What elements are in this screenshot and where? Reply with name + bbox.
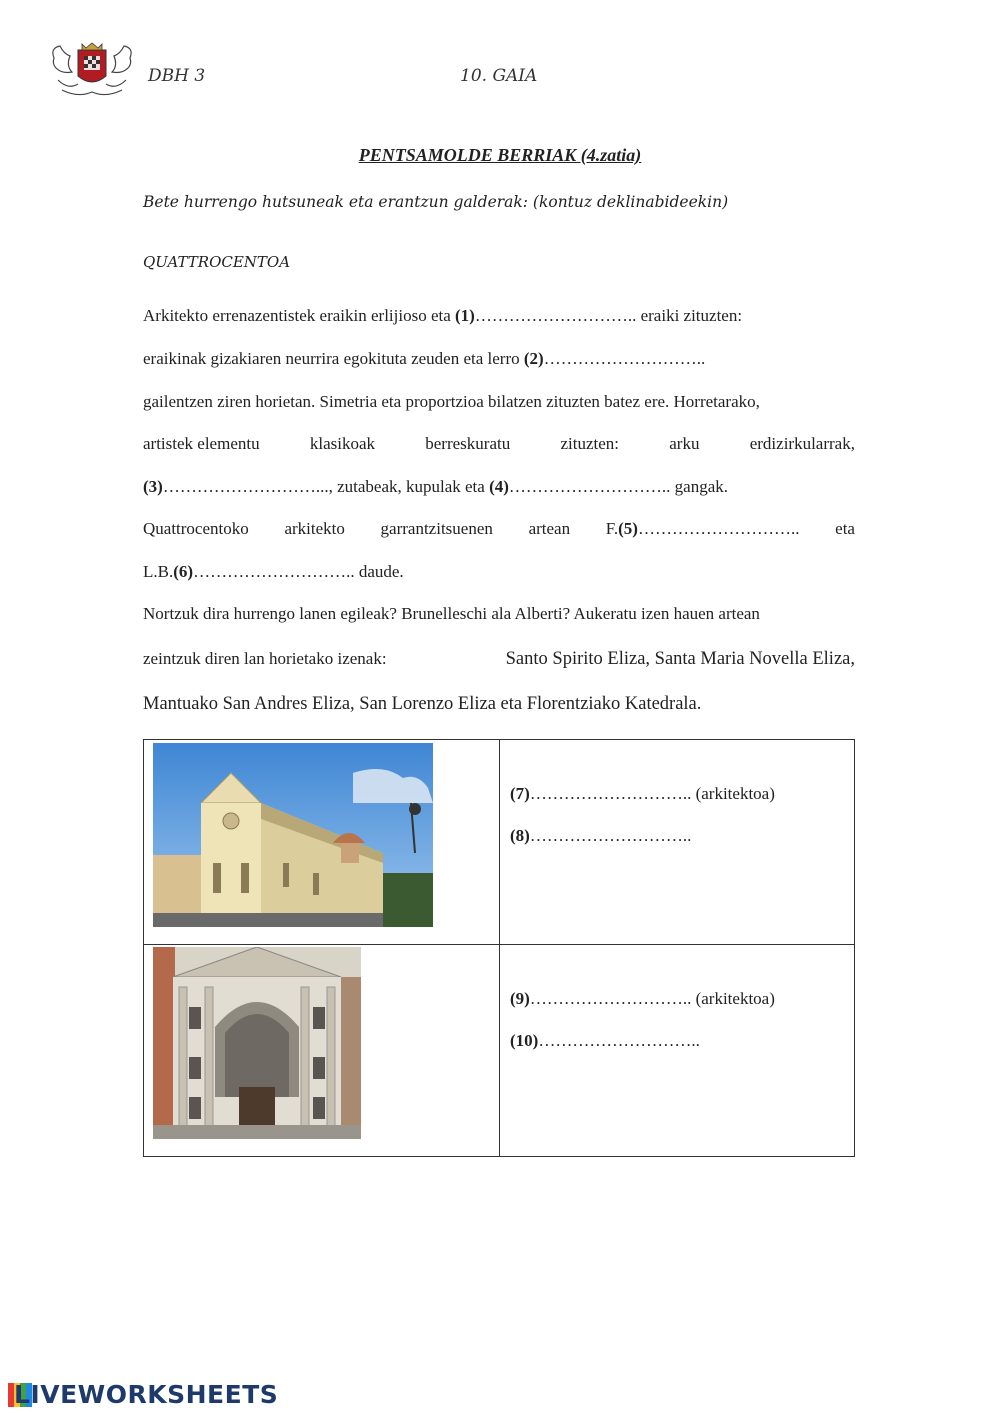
architect-line-9: (9)……………………….. (arkitektoa) <box>510 989 775 1008</box>
blank-number-8: (8) <box>510 826 530 845</box>
answer-cell-1 <box>500 740 855 945</box>
santo-spirito-church-photo <box>153 743 433 927</box>
blank-6[interactable]: ……………………….. <box>193 562 355 581</box>
blank-7[interactable]: ……………………….. <box>529 784 692 803</box>
answer-cell-2 <box>500 945 855 1157</box>
sant-andrea-church-photo <box>153 947 361 1139</box>
image-cell-2 <box>144 945 500 1157</box>
question-line-1: Nortzuk dira hurrengo lanen egileak? Brunelleschi ala Alberti? Aukeratu izen hauen artean <box>143 604 760 623</box>
blank-number-7: (7) <box>510 784 530 803</box>
blank-number-3: (3) <box>143 477 163 496</box>
blank-number-6: (6) <box>173 562 194 581</box>
question-line-3: Mantuako San Andres Eliza, San Lorenzo Eliza eta Florentziako Katedrala. <box>143 694 702 714</box>
blank-2[interactable]: ……………………….. <box>543 349 706 368</box>
paragraph-line-6: Quattrocentoko arkitekto garrantzitsuenen artean F.(5)……………………….. eta <box>143 519 855 538</box>
image-cell-1 <box>144 740 500 945</box>
blank-3[interactable]: ……………………….. <box>162 477 325 496</box>
table-row-2 <box>144 945 855 1157</box>
blank-1[interactable]: ……………………….. <box>474 306 637 325</box>
blank-9[interactable]: ……………………….. <box>529 989 692 1008</box>
blank-number-5: (5) <box>618 519 638 538</box>
question-line-2: zeintzuk diren lan horietako izenak: Santo Spirito Eliza, Santa Maria Novella Eliza, <box>143 649 855 669</box>
blank-5[interactable]: ……………………….. <box>637 519 800 538</box>
footer-brand: LIVEWORKSHEETS <box>14 1380 279 1409</box>
blank-8[interactable]: ……………………….. <box>529 826 692 845</box>
blank-number-4: (4) <box>489 477 509 496</box>
paragraph-line-5: (3)………………………..., zutabeak, kupulak eta (4)……………………….. gangak. <box>143 477 728 496</box>
blank-number-2: (2) <box>523 349 544 368</box>
paragraph-line-7: L.B.(6)……………………….. daude. <box>143 562 404 581</box>
header-unit: 10. GAIA <box>460 66 538 86</box>
options-text-1: Santo Spirito Eliza, Santa Maria Novella Eliza, <box>505 649 855 669</box>
paragraph-line-1: Arkitekto errenazentistek eraikin erlijioso eta (1)……………………….. eraiki zituzten: <box>143 306 743 325</box>
work-line-8 <box>510 826 854 846</box>
blank-number-1: (1) <box>455 306 475 325</box>
architect-line-7: (7)……………………….. (arkitektoa) <box>510 784 775 803</box>
paragraph-line-2: eraikinak gizakiaren neurrira egokituta zeuden eta lerro (2)……………………….. <box>143 349 706 368</box>
blank-number-10: (10) <box>510 1031 539 1050</box>
blank-10[interactable]: ……………………….. <box>538 1031 700 1050</box>
paragraph-line-4: artistek elementu klasikoak berreskuratu zituzten: arku erdizirkularrak, <box>143 434 855 453</box>
page-title: PENTSAMOLDE BERRIAK (4.zatia) <box>358 145 642 165</box>
paragraph-line-3: gailentzen ziren horietan. Simetria eta proportzioa bilatzen zituzten batez ere. Horretarako, <box>143 392 760 411</box>
section-title: QUATTROCENTOA <box>143 253 291 271</box>
work-line-10 <box>510 1031 854 1051</box>
instruction-text: Bete hurrengo hutsuneak eta erantzun galderak: (kontuz deklinabideekin) <box>143 193 729 211</box>
school-crest-logo <box>48 40 136 100</box>
blank-4[interactable]: ……………………….. <box>508 477 671 496</box>
blank-number-9: (9) <box>510 989 530 1008</box>
header-course: DBH 3 <box>148 66 206 86</box>
answers-table <box>143 739 855 1157</box>
table-row-1 <box>144 740 855 945</box>
